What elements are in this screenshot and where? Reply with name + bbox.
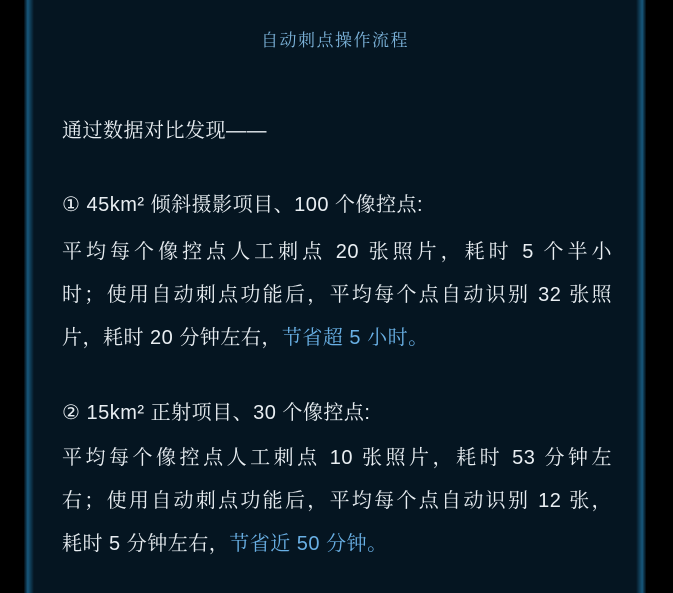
- section-2-savings-highlight: 节省近 50 分钟。: [229, 533, 388, 555]
- section-1-last-text: 片，耗时 20 分钟左右，: [62, 327, 282, 349]
- section-1-savings-highlight: 节省超 5 小时。: [281, 327, 429, 349]
- section-2-last-text: 耗时 5 分钟左右，: [62, 533, 230, 555]
- section-ortho-project: [62, 392, 612, 566]
- section-2-body-line-1: 平均每个像控点人工刺点 10 张照片，耗时 53 分钟左: [62, 447, 612, 469]
- section-1-heading: ① 45km² 倾斜摄影项目、100 个像控点:: [62, 194, 424, 216]
- intro-line: 通过数据对比发现——: [62, 120, 267, 142]
- section-2-body-line-2: 右；使用自动刺点功能后，平均每个点自动识别 12 张，: [62, 490, 612, 512]
- section-2-body-line-3: [62, 523, 612, 566]
- section-1-body-line-2: 时；使用自动刺点功能后，平均每个点自动识别 32 张照: [62, 284, 612, 306]
- section-1-body-line-3: [62, 317, 612, 360]
- content-area: [24, 110, 646, 566]
- page-title: 自动刺点操作流程: [261, 31, 409, 50]
- section-2-heading: ② 15km² 正射项目、30 个像控点:: [62, 402, 371, 424]
- section-oblique-project: [62, 184, 612, 360]
- content-panel: [24, 0, 646, 593]
- section-1-body-line-1: 平均每个像控点人工刺点 20 张照片，耗时 5 个半小: [62, 241, 612, 263]
